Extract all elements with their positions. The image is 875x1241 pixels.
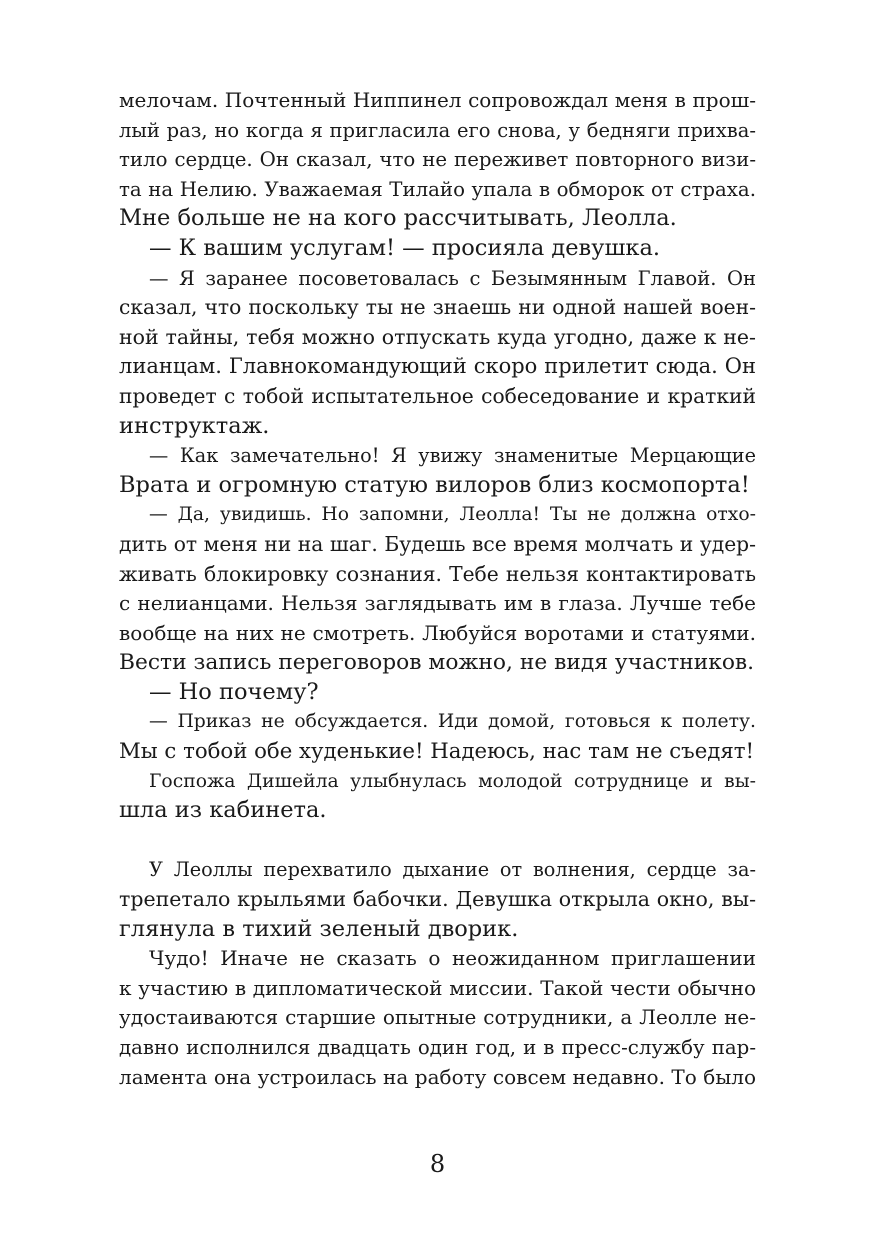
text-line: Мы с тобой обе худенькие! Надеюсь, нас там не съедят!	[119, 739, 755, 765]
dialogue-line: — Как замечательно! Я увижу знаменитые Мерцающие	[149, 444, 756, 468]
paragraph-start: Чудо! Иначе не сказать о неожиданном приглашении	[149, 946, 756, 971]
page-text	[119, 86, 756, 1092]
text-line: давно исполнился двадцать один год, и в пресс-службу пар-	[119, 1036, 756, 1059]
text-line: инструктаж.	[119, 412, 270, 439]
dialogue-line: — Приказ не обсуждается. Иди домой, готовься к полету.	[149, 711, 756, 733]
dialogue-line: — К вашим услугам! — просияла девушка.	[149, 234, 661, 261]
text-line: лианцам. Главнокомандующий скоро прилетит сюда. Он	[119, 354, 756, 379]
text-line: Врата и огромную статую вилоров близ космопорта!	[119, 471, 750, 498]
text-line: мелочам. Почтенный Ниппинел сопровождал меня в прош-	[119, 88, 756, 112]
text-line: удостаиваются старшие опытные сотрудники, а Леолле не-	[119, 1005, 756, 1030]
section-break	[119, 826, 756, 856]
dialogue-line: — Да, увидишь. Но запомни, Леолла! Ты не должна отхо-	[149, 504, 756, 526]
text-line: Мне больше не на кого рассчитывать, Леолла.	[119, 205, 677, 232]
page-number: 8	[429, 1150, 446, 1178]
text-line: вообще на них не смотреть. Любуйся воротами и статуями.	[119, 620, 756, 645]
text-line: лый раз, но когда я пригласила его снова, у бедняги прихва-	[119, 118, 756, 142]
text-line: трепетало крыльями бабочки. Девушка открыла окно, вы-	[119, 887, 756, 912]
paragraph-start: У Леоллы перехватило дыхание от волнения, сердце за-	[149, 858, 756, 882]
text-line: глянула в тихий зеленый дворик.	[119, 915, 519, 942]
text-line: та на Нелию. Уважаемая Тилайо упала в обморок от страха.	[119, 177, 756, 201]
text-line: проведет с тобой испытательное собеседование и краткий	[119, 383, 756, 408]
text-line: сказал, что поскольку ты не знаешь ни одной нашей воен-	[119, 295, 756, 320]
dialogue-line: — Я заранее посоветовалась с Безымянным Главой. Он	[149, 266, 756, 290]
dialogue-line: — Но почему?	[149, 678, 319, 705]
text-line: ламента она устроилась на работу совсем недавно. То было	[119, 1064, 756, 1089]
text-line: Вести запись переговоров можно, не видя участников.	[119, 650, 755, 676]
paragraph-start: Госпожа Дишейла улыбнулась молодой сотруднице и вы-	[149, 770, 756, 792]
text-line: ной тайны, тебя можно отпускать куда угодно, даже к не-	[119, 324, 756, 349]
text-line: шла из кабинета.	[119, 797, 327, 824]
text-line: дить от меня ни на шаг. Будешь все время молчать и удер-	[119, 531, 756, 556]
text-line: к участию в дипломатической миссии. Такой чести обычно	[119, 975, 756, 1000]
text-line: тило сердце. Он сказал, что не переживет повторного визи-	[119, 148, 756, 172]
text-line: живать блокировку сознания. Тебе нельзя контактировать	[119, 561, 756, 586]
text-line: с нелианцами. Нельзя заглядывать им в глаза. Лучше тебе	[119, 591, 756, 616]
